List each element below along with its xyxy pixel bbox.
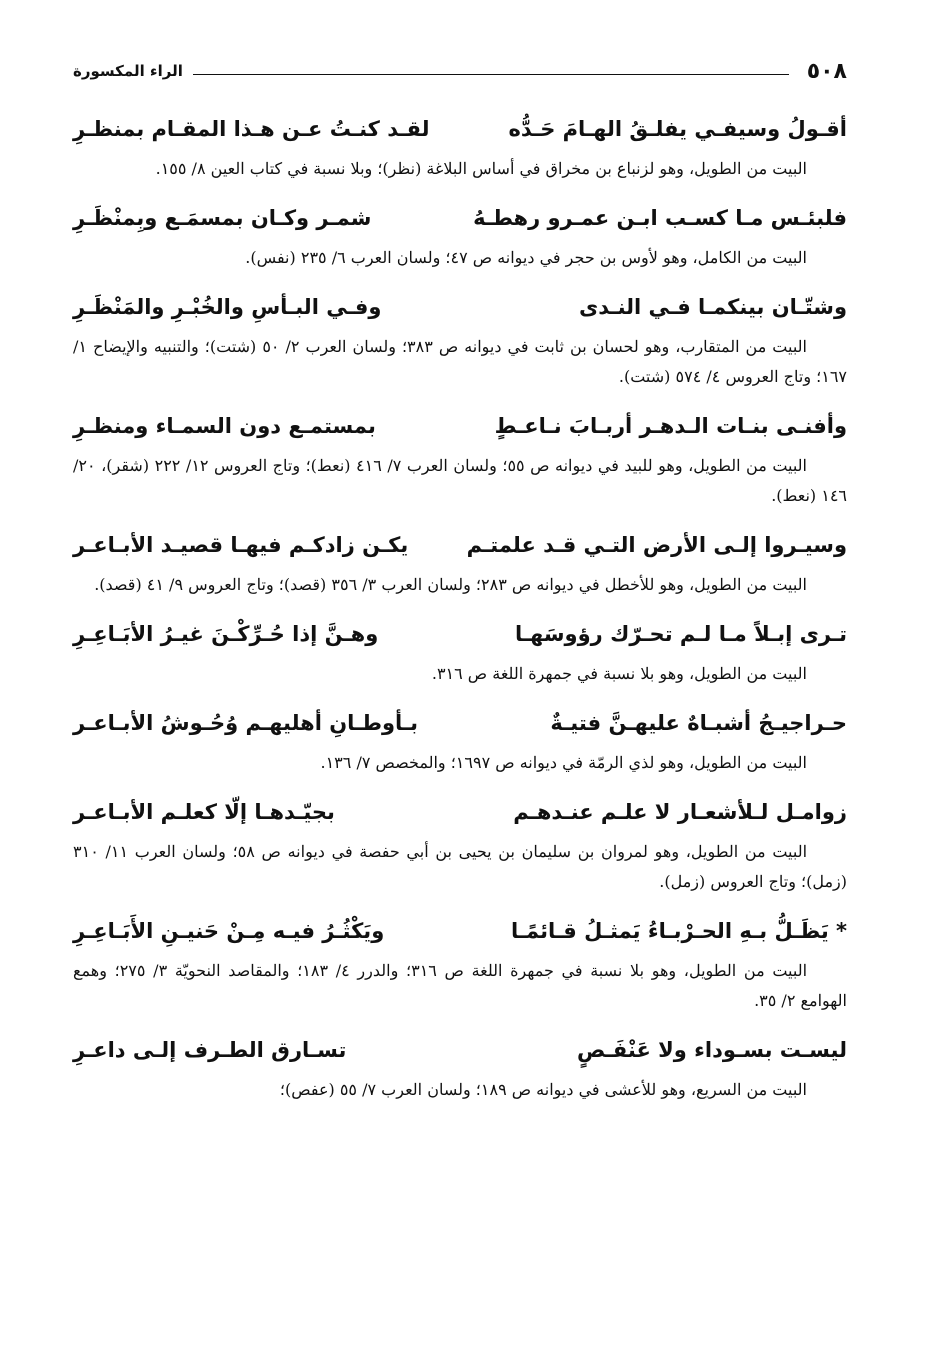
verse-line: [73, 1025, 847, 1075]
verse-citation: البيت من المتقارب، وهو لحسان بن ثابت في ديوانه ص ٣٨٣؛ ولسان العرب ٢/ ٥٠ (شتت)؛ والتنبيه والإيضاح ١/ ١٦٧؛ وتاج العروس ٤/ ٥٧٤ (شتت).: [73, 337, 847, 386]
verse-entry: [73, 401, 847, 511]
verse-first-hemistich: وأفنـى بنـات الـدهـر أربـابَ نـاعـطٍ: [494, 414, 847, 438]
verse-citation: البيت من الطويل، وهو بلا نسبة في جمهرة اللغة ص ٣١٦.: [431, 664, 807, 683]
verse-entry: [73, 104, 847, 184]
verse-line: [73, 193, 847, 243]
verse-citation: البيت من الطويل، وهو للأخطل في ديوانه ص ٢٨٣؛ ولسان العرب ٣/ ٣٥٦ (قصد)؛ وتاج العروس ٩/ ٤١ (قصد).: [94, 575, 807, 594]
verse-entry: [73, 520, 847, 600]
verse-second-hemistich: لقـد كنـتُ عـن هـذا المقـام بمنظـرِ: [73, 117, 430, 141]
verse-entry: [73, 698, 847, 778]
verse-second-hemistich: وهـنَّ إذا حُـرِّكْـنَ غيـرُ الأبَـاعِـرِ: [73, 622, 379, 646]
verse-citation: البيت من الطويل، وهو لمروان بن سليمان بن يحيى بن أبي حفصة في ديوانه ص ٥٨؛ ولسان العرب ١١/ ٣١٠ (زمل)؛ وتاج العروس (زمل).: [73, 842, 847, 891]
verse-second-hemistich: بـأوطـانِ أهليهـم وُحُـوشُ الأبـاعـر: [73, 711, 418, 735]
verse-second-hemistich: وفـي البـأسِ والخُبْـرِ والمَنْظَـرِ: [73, 295, 382, 319]
verse-entry: [73, 906, 847, 1016]
verse-line: [73, 906, 847, 956]
verse-first-hemistich: وشتّـان بينكمـا فـي النـدى: [579, 295, 847, 319]
verse-line: [73, 787, 847, 837]
verse-entry: [73, 1025, 847, 1105]
page-header: [73, 0, 847, 84]
verse-first-hemistich: تـرى إبـلاً مـا لـم تحـرّك رؤوسَهـا: [514, 622, 847, 646]
verse-first-hemistich: فلبئـس مـا كسـب ابـن عمـرو رهطـهُ: [473, 206, 847, 230]
page-number: ٥٠٨: [806, 58, 847, 84]
verse-first-hemistich: ليسـت بسـوداء ولا عَنْفَـصٍ: [576, 1038, 847, 1062]
verse-line: [73, 609, 847, 659]
verse-citation: البيت من الطويل، وهو بلا نسبة في جمهرة اللغة ص ٣١٦؛ والدرر ٤/ ١٨٣؛ والمقاصد النحويّة ٣/ ٢٧٥؛ وهمع الهوامع ٢/ ٣٥.: [73, 961, 847, 1010]
verse-entry: [73, 787, 847, 897]
verse-second-hemistich: شمـر وكـان بمسمَـع وبِمنْظَـرِ: [73, 206, 372, 230]
verse-entry: [73, 193, 847, 273]
verse-citation: البيت من الطويل، وهو لزنباع بن مخراق في أساس البلاغة (نظر)؛ وبلا نسبة في كتاب العين ٨/ ١٥٥.: [155, 159, 807, 178]
verse-first-hemistich: حـراجيـجُ أشبـاهٌ عليهـنَّ فتيـةٌ: [550, 711, 847, 735]
verse-second-hemistich: ويَكْثُـرُ فيـه مِـنْ حَنيـنِ الأَبَـاعِـرِ: [73, 919, 385, 943]
verse-second-hemistich: يكـن زادكـم فيهـا قصيـد الأبـاعـر: [73, 533, 409, 557]
verse-citation: البيت من الطويل، وهو للبيد في ديوانه ص ٥٥؛ ولسان العرب ٧/ ٤١٦ (نعط)؛ وتاج العروس ١٢/ ٢٢٢ (شقر)، ٢٠/ ١٤٦ (نعط).: [73, 456, 847, 505]
verse-line: [73, 698, 847, 748]
verse-first-hemistich: وسيـروا إلـى الأرض التـي قـد علمتـم: [466, 533, 847, 557]
verse-first-hemistich: أقـولُ وسيفـي يفلـقُ الهـامَ حَـدُّه: [508, 117, 847, 141]
verse-second-hemistich: تسـارق الطـرف إلـى داعـرِ: [73, 1038, 347, 1062]
verse-second-hemistich: بمستمـع دون السمـاء ومنظـرِ: [73, 414, 376, 438]
verse-line: [73, 520, 847, 570]
verse-second-hemistich: بجيّـدهـا إلّا كعلـم الأبـاعـر: [73, 800, 335, 824]
running-title: الراء المكسورة: [73, 62, 183, 80]
verse-line: [73, 401, 847, 451]
verse-line: [73, 104, 847, 154]
verse-citation: البيت من الكامل، وهو لأوس بن حجر في ديوانه ص ٤٧؛ ولسان العرب ٦/ ٢٣٥ (نفس).: [245, 248, 807, 267]
verse-citation: البيت من السريع، وهو للأعشى في ديوانه ص ١٨٩؛ ولسان العرب ٧/ ٥٥ (عفص)؛: [279, 1080, 807, 1099]
verse-entry: [73, 282, 847, 392]
verse-first-hemistich: * يَظَـلُّ بـهِ الحـرْبـاءُ يَمثـلُ قـائمًـا: [510, 919, 847, 943]
verse-line: [73, 282, 847, 332]
verse-entry: [73, 609, 847, 689]
verse-citation: البيت من الطويل، وهو لذي الرمّة في ديوانه ص ١٦٩٧؛ والمخصص ٧/ ١٣٦.: [320, 753, 807, 772]
header-rule: [193, 74, 789, 75]
verse-first-hemistich: زوامـل لـلأشعـار لا علـم عنـدهـم: [513, 800, 847, 824]
